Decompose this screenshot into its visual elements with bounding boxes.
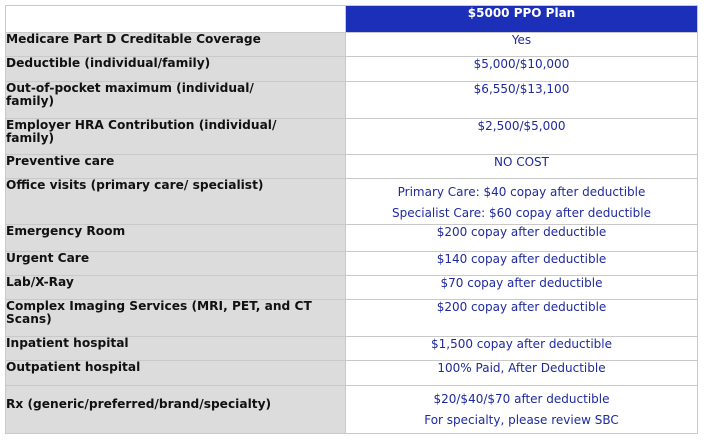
row-label: Preventive care	[6, 155, 346, 179]
table-row	[6, 337, 698, 361]
row-value	[346, 337, 698, 361]
table-row	[6, 119, 698, 155]
value-line: $5,000/$10,000	[473, 57, 570, 71]
row-label: Out-of-pocket maximum (individual/ family)	[6, 82, 346, 119]
row-label: Lab/X-Ray	[6, 276, 346, 300]
value-line: $200 copay after deductible	[436, 225, 607, 239]
table-row	[6, 33, 698, 57]
plan-name-header: $5000 PPO Plan	[346, 6, 698, 33]
row-label: Medicare Part D Creditable Coverage	[6, 33, 346, 57]
value-line: $200 copay after deductible	[436, 300, 607, 314]
row-label: Outpatient hospital	[6, 361, 346, 386]
row-value	[346, 252, 698, 276]
row-value	[346, 179, 698, 225]
row-label: Inpatient hospital	[6, 337, 346, 361]
value-line: $140 copay after deductible	[436, 252, 607, 266]
table-row	[6, 57, 698, 82]
table-row	[6, 225, 698, 252]
value-line: $1,500 copay after deductible	[430, 337, 613, 351]
value-line: Specialist Care: $60 copay after deductible	[392, 206, 651, 220]
row-value	[346, 300, 698, 337]
header-row	[6, 6, 698, 33]
row-label: Rx (generic/preferred/brand/specialty)	[6, 386, 346, 434]
value-line: $2,500/$5,000	[477, 119, 566, 133]
row-label: Office visits (primary care/ specialist)	[6, 179, 346, 225]
header-blank-cell	[6, 6, 346, 33]
row-value	[346, 119, 698, 155]
row-label: Complex Imaging Services (MRI, PET, and CT Scans)	[6, 300, 346, 337]
value-line: $70 copay after deductible	[440, 276, 603, 290]
row-value	[346, 276, 698, 300]
table-row	[6, 386, 698, 434]
row-label: Urgent Care	[6, 252, 346, 276]
plan-comparison-table	[5, 5, 698, 434]
value-line: Yes	[511, 33, 532, 47]
value-line: NO COST	[493, 155, 549, 169]
table-row	[6, 179, 698, 225]
table-row	[6, 155, 698, 179]
value-line: Primary Care: $40 copay after deductible	[397, 185, 646, 199]
value-line: For specialty, please review SBC	[424, 413, 619, 427]
table-row	[6, 252, 698, 276]
row-value	[346, 225, 698, 252]
row-label: Employer HRA Contribution (individual/ family)	[6, 119, 346, 155]
value-line: $6,550/$13,100	[473, 82, 570, 96]
table-row	[6, 82, 698, 119]
table-row	[6, 276, 698, 300]
row-label: Emergency Room	[6, 225, 346, 252]
table-row	[6, 300, 698, 337]
row-label: Deductible (individual/family)	[6, 57, 346, 82]
value-line: $20/$40/$70 after deductible	[433, 392, 610, 406]
row-value	[346, 386, 698, 434]
value-line: 100% Paid, After Deductible	[437, 361, 606, 375]
table-row	[6, 361, 698, 386]
row-value	[346, 82, 698, 119]
row-value	[346, 57, 698, 82]
row-value	[346, 33, 698, 57]
row-value	[346, 155, 698, 179]
row-value	[346, 361, 698, 386]
